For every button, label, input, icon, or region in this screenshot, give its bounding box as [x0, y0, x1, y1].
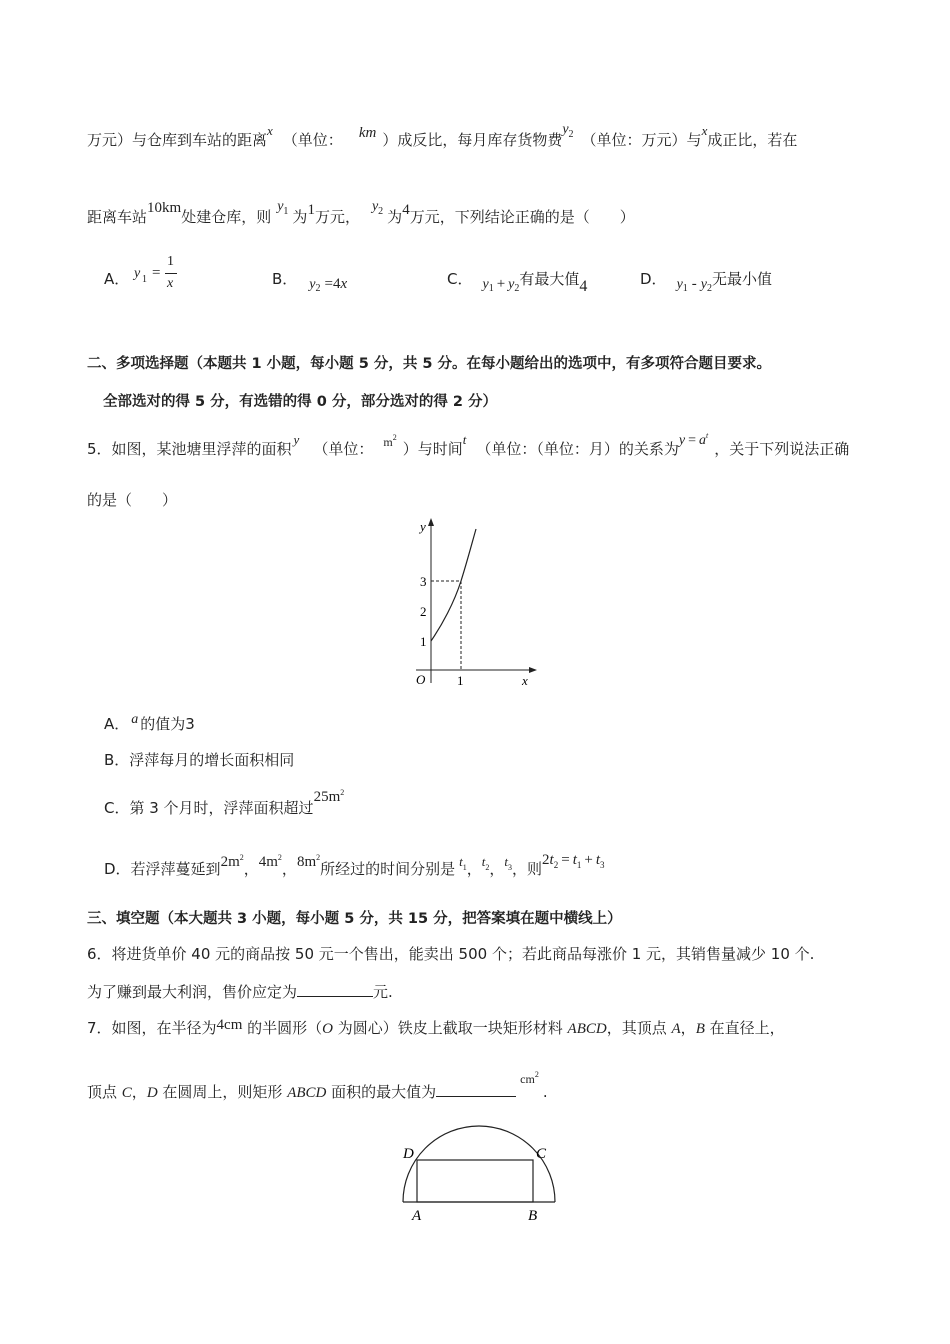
q5-line1: 5．如图，某池塘里浮萍的面积y（单位： $^{m2}$）与时间t（单位：（单位：月）的关系为$y = a^t$，关于下列说法正确	[87, 431, 850, 458]
y-tick-2: 2	[420, 604, 427, 619]
q7-line2: 顶点 C，D 在圆周上，则矩形 ABCD 面积的最大值为$^{cm2}$.	[87, 1070, 548, 1101]
q7-line1: 7．如图，在半径为4cm 的半圆形（O 为圆心）铁皮上截取一块矩形材料 ABCD，其顶点 A，B 在直径上，	[87, 1017, 785, 1037]
q5-option-d: D．若浮萍蔓延到$2m^2$，$4m^2$，$8m^2$所经过的时间分别是 $t^1$，$t^2$，$t^3$，则$2t^2 = t^1 + t^3$	[104, 852, 605, 878]
section3-heading: 三、填空题（本大题共 3 小题，每小题 5 分，共 15 分，把答案填在题中横线上）	[87, 911, 622, 927]
q4-option-a: A．	[104, 270, 130, 288]
y-tick-3: 3	[420, 574, 427, 589]
q4-option-b: B． $y_2 =4x$	[272, 270, 348, 294]
q7-figure	[395, 1120, 565, 1230]
label-d: D	[403, 1146, 414, 1162]
y-tick-1: 1	[420, 634, 427, 649]
q6-line1: 6．将进货单价 40 元的商品按 50 元一个售出，能卖出 500 个；若此商品每涨价 1 元，其销售量减少 10 个.	[87, 945, 815, 963]
semicircle-arc	[403, 1126, 555, 1202]
answer-blank[interactable]	[297, 982, 373, 997]
section2-heading-line2: 全部选对的得 5 分，有选错的得 0 分，部分选对的得 2 分）	[103, 394, 498, 410]
x-tick-1: 1	[457, 673, 464, 688]
origin-label: O	[416, 672, 426, 687]
y-axis-arrow	[428, 518, 434, 526]
q4-option-c: C． $y_1 + y_2$有最大值4	[447, 270, 588, 295]
exponential-curve	[431, 529, 476, 641]
q5-line2: 的是（ ）	[87, 491, 178, 509]
q6-line2: 为了赚到最大利润，售价应定为 元.	[87, 983, 393, 1001]
section2-heading-line1: 二、多项选择题（本题共 1 小题，每小题 5 分，共 5 分。在每小题给出的选项中，有多项符合题目要求。	[87, 356, 772, 372]
label-c: C	[536, 1146, 547, 1162]
answer-blank[interactable]	[436, 1082, 516, 1097]
fraction-bar	[165, 273, 177, 274]
q4-line1: 万元）与仓库到车站的距离x（单位： km ）成反比，每月库存货物费$y^2$ （单位：万元）与x成正比，若在	[87, 122, 798, 149]
label-a: A	[412, 1208, 422, 1224]
q4-line2: 距离车站10km处建仓库，则$y^1$ 为1万元，$y^2$ 为4万元，下列结论正确的是（ ）	[87, 199, 635, 226]
x-axis-arrow	[529, 667, 537, 673]
q5-graph	[410, 515, 540, 690]
q5-option-b: B．浮萍每月的增长面积相同	[104, 751, 295, 769]
q4-option-d: D． $y_1 - y_2$无最小值	[640, 270, 773, 294]
y-axis-label: y	[420, 519, 426, 534]
label-b: B	[528, 1208, 538, 1224]
q5-option-c: C．第 3 个月时，浮萍面积超过$25m^2$	[104, 788, 345, 817]
rectangle-abcd	[417, 1160, 533, 1202]
x-axis-label: x	[522, 673, 528, 688]
q5-option-a: A． a 的值为3	[104, 712, 195, 733]
